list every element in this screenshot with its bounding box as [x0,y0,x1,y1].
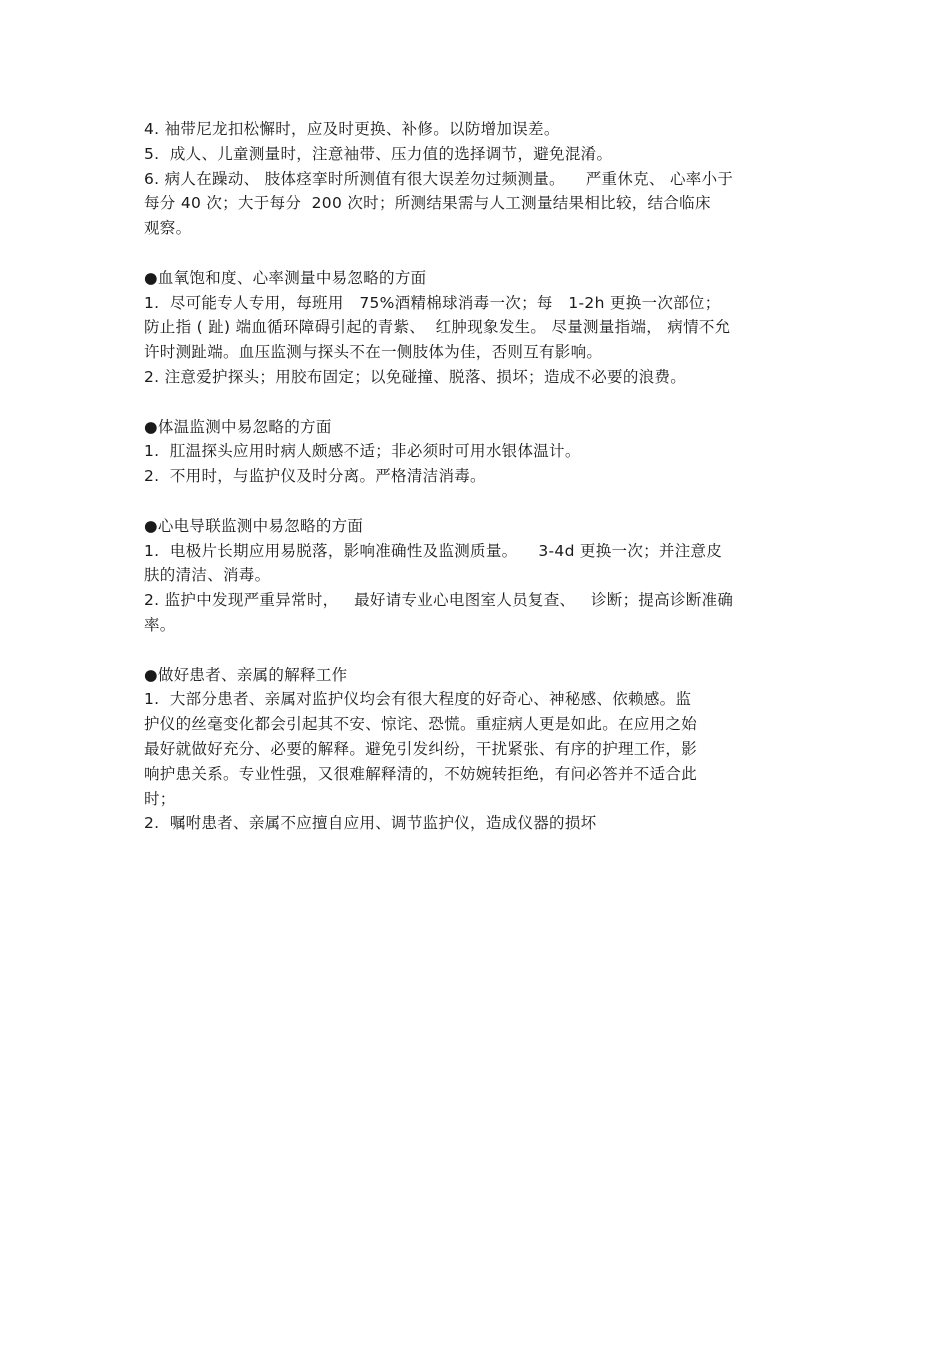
explanation-line-2: 护仪的丝毫变化都会引起其不安、惊诧、恐慌。重症病人更是如此。在应用之始 [144,715,698,734]
spo2-line-4: 2. 注意爱护探头；用胶布固定；以免碰撞、脱落、损坏；造成不必要的浪费。 [144,367,687,386]
ecg-line-4: 率。 [144,615,176,634]
ecg-line-3: 2. 监护中发现严重异常时， 最好请专业心电图室人员复查、 诊断；提高诊断准确 [144,591,734,610]
temperature-line-1: 1. 肛温探头应用时病人颇感不适；非必须时可用水银体温计。 [144,442,581,461]
spo2-line-2: 防止指 ( 趾) 端血循环障碍引起的青紫、 红肿现象发生。 尽量测量指端， 病情不允 [144,318,731,337]
bp-note-6-line-1: 6. 病人在躁动、 肢体痉挛时所测值有很大误差勿过频测量。 严重休克、 心率小于 [144,169,734,188]
bp-note-5: 5. 成人、儿童测量时，注意袖带、压力值的选择调节，避免混淆。 [144,144,613,163]
spo2-line-3: 许时测趾端。血压监测与探头不在一侧肢体为佳，否则互有影响。 [144,343,603,362]
temperature-heading: ●体温监测中易忽略的方面 [144,417,332,436]
ecg-section [144,514,812,638]
explanation-section [144,663,812,837]
bp-note-4: 4. 袖带尼龙扣松懈时，应及时更换、补修。以防增加误差。 [144,120,560,138]
document-page [144,117,812,836]
explanation-line-3: 最好就做好充分、必要的解释。避免引发纠纷，干扰紧张、有序的护理工作，影 [144,739,698,758]
explanation-line-1: 1. 大部分患者、亲属对监护仪均会有很大程度的好奇心、神秘感、依赖感。监 [144,690,692,709]
ecg-line-2: 肤的清洁、消毒。 [144,566,271,585]
explanation-line-5: 时； [144,789,176,808]
spacer [144,241,812,266]
spo2-section [144,266,812,390]
explanation-line-4: 响护患关系。专业性强，又很难解释清的，不妨婉转拒绝，有问必答并不适合此 [144,764,698,783]
temperature-section [144,415,812,489]
spacer [144,390,812,415]
bp-note-6-line-2: 每分 40 次；大于每分 200 次时；所测结果需与人工测量结果相比较，结合临床 [144,194,711,213]
ecg-heading: ●心电导联监测中易忽略的方面 [144,516,364,535]
bp-note-6-line-3: 观察。 [144,219,192,238]
spo2-line-1: 1. 尽可能专人专用，每班用 75%酒精棉球消毒一次；每 1-2h 更换一次部位； [144,293,721,312]
bp-notes-section [144,117,812,241]
spacer [144,489,812,514]
spo2-heading: ●血氧饱和度、心率测量中易忽略的方面 [144,268,427,287]
temperature-line-2: 2. 不用时，与监护仪及时分离。严格清洁消毒。 [144,467,486,486]
explanation-heading: ●做好患者、亲属的解释工作 [144,665,348,684]
ecg-line-1: 1. 电极片长期应用易脱落，影响准确性及监测质量。 3-4d 更换一次；并注意皮 [144,541,723,560]
explanation-line-6: 2. 嘱咐患者、亲属不应擅自应用、调节监护仪，造成仪器的损坏 [144,814,597,833]
spacer [144,638,812,663]
